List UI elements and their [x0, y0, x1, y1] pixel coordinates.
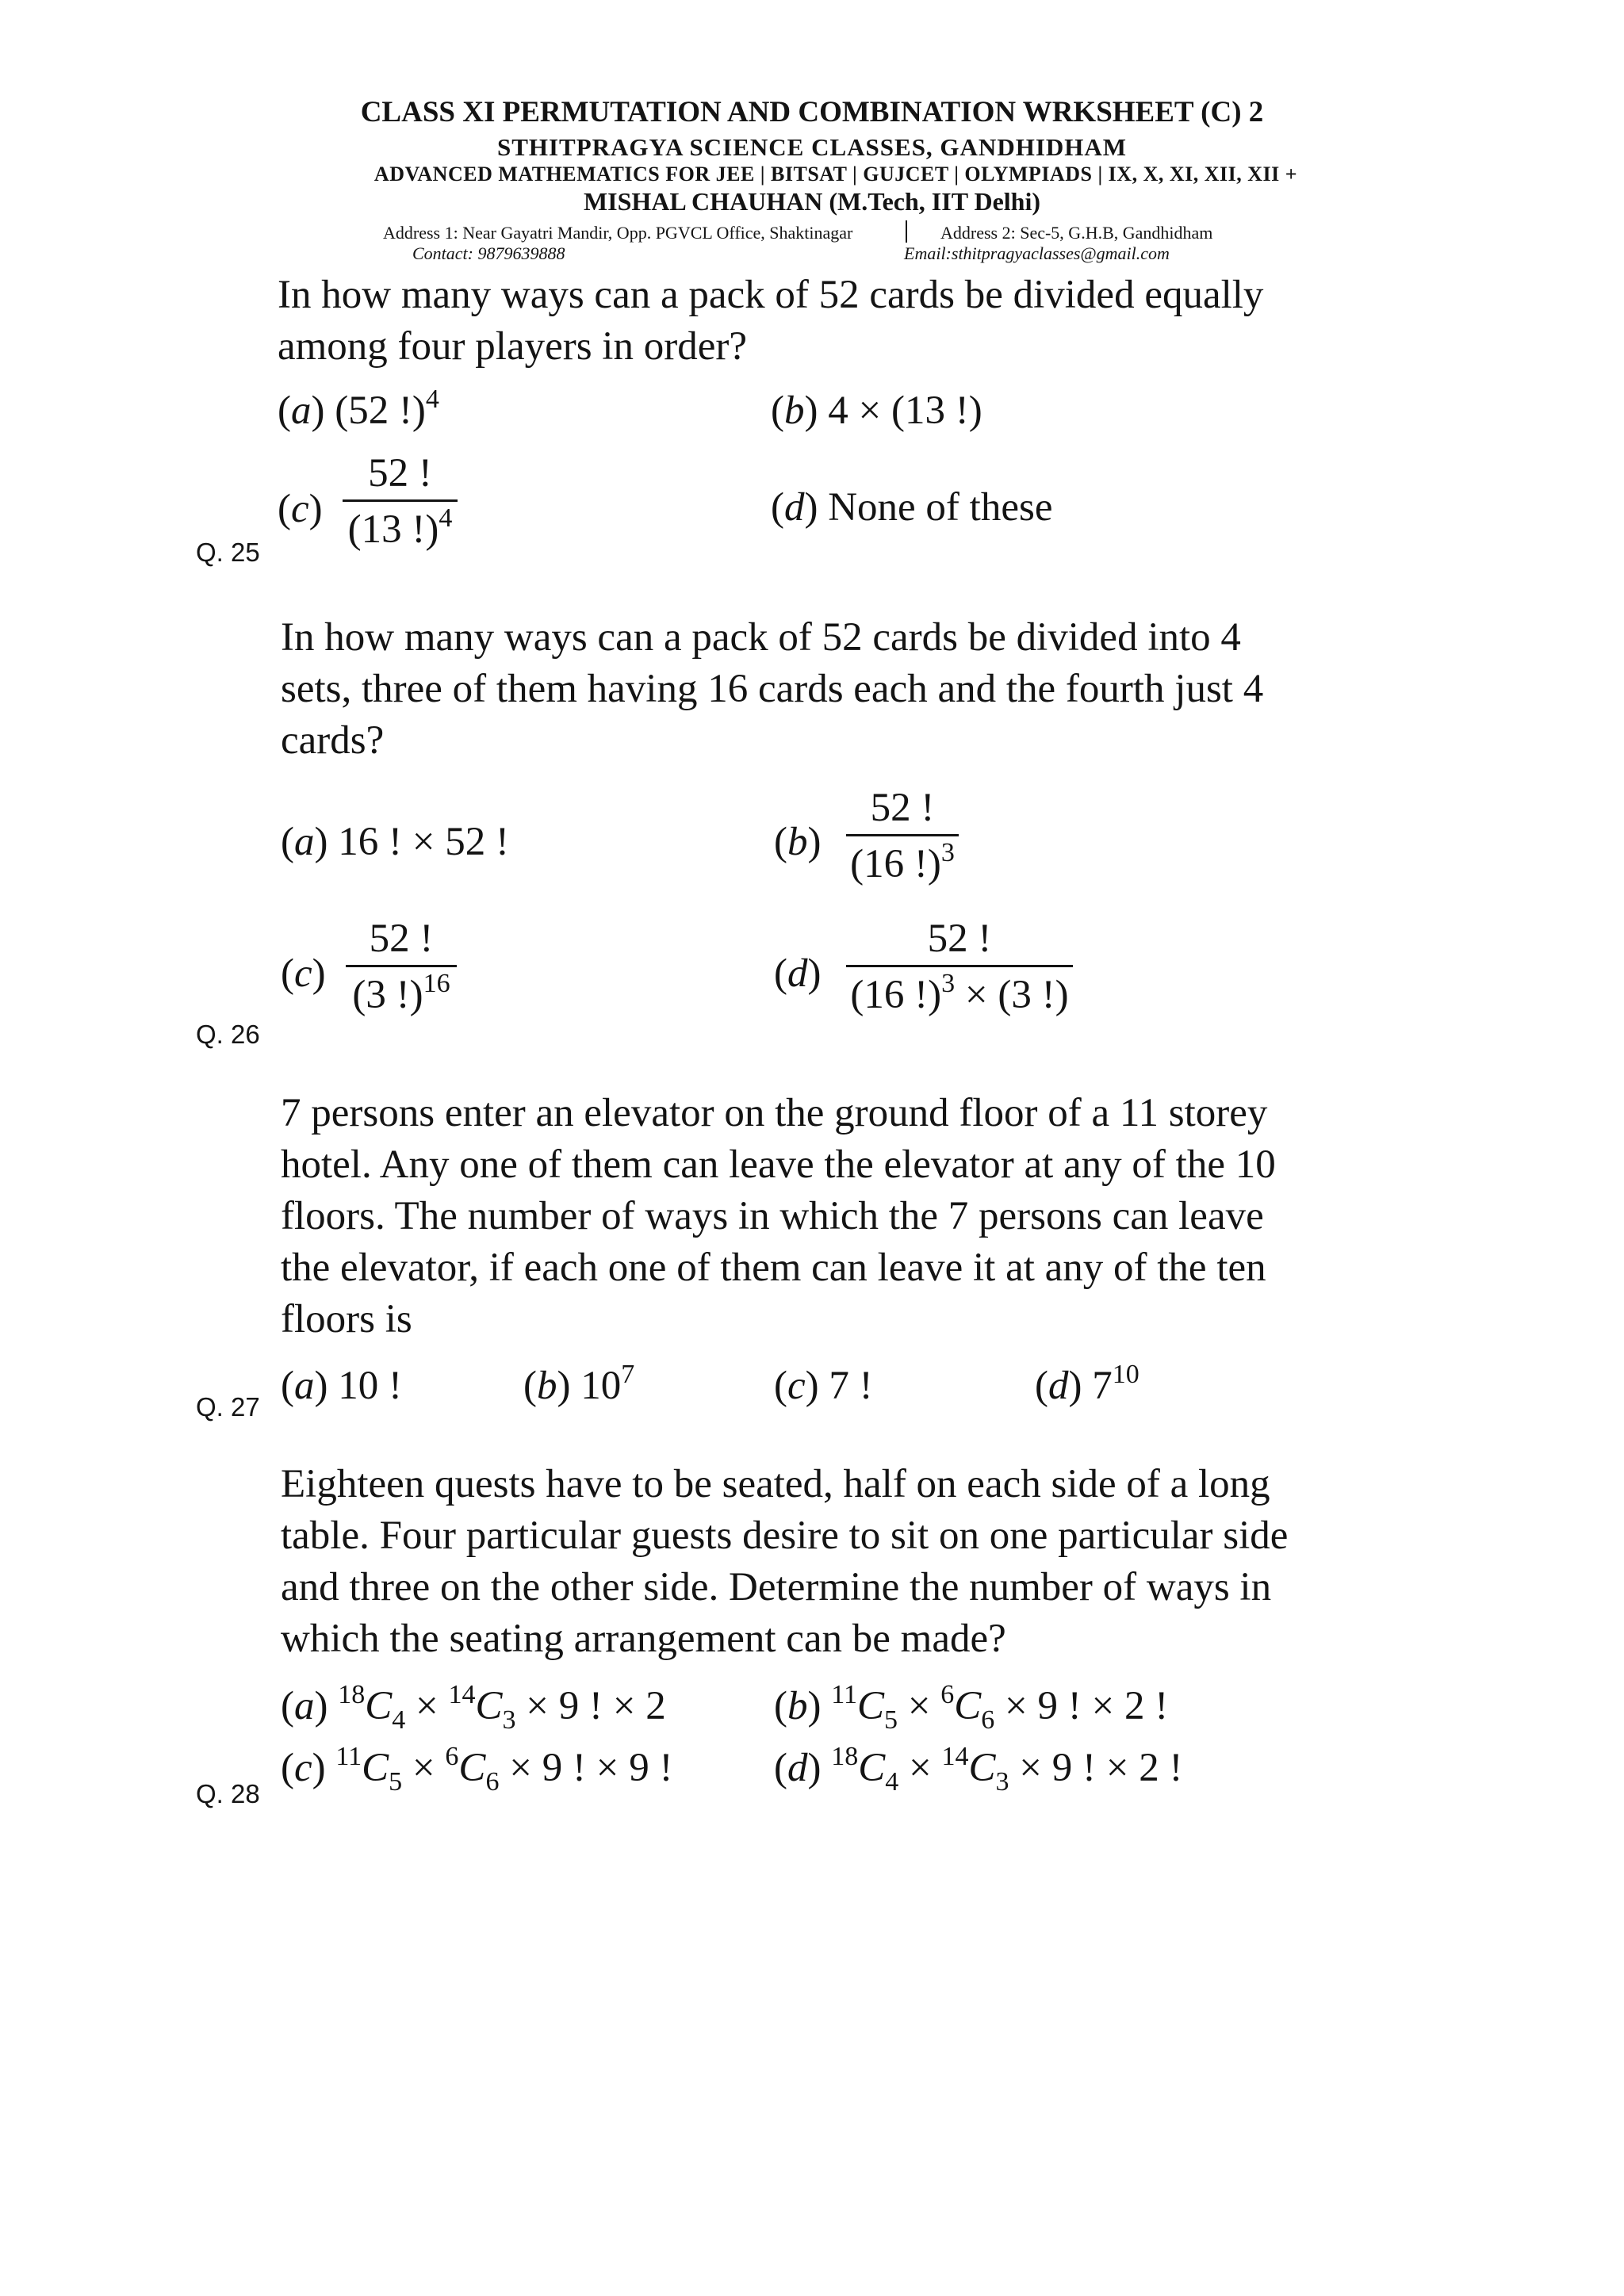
fraction-bar — [846, 965, 1073, 967]
option-c-label: (c) — [278, 487, 323, 531]
question-text: 7 persons enter an elevator on the ground floor of a 11 storey hotel. Any one of them can leave the elevator at any of the 10 floors. The number of ways in which the 7 persons can leave the elevator, if each one of them can leave it at any of the ten floors is — [281, 1091, 1276, 1341]
question-text: In how many ways can a pack of 52 cards be divided into 4 sets, three of them having 16 cards each and the fourth just 4 cards? — [281, 615, 1264, 763]
question-text: Eighteen quests have to be seated, half on each side of a long table. Four particular guests desire to sit on one particular side and three on the other side. Determine the number of ways in which the seating arrangement can be made? — [281, 1462, 1289, 1661]
option-expr: 4 × (13 !) — [828, 388, 982, 433]
combination-c: C — [954, 1684, 982, 1728]
fraction-denominator — [346, 969, 457, 1023]
option-label: (a) — [281, 820, 328, 864]
address-2: Address 2: Sec-5, G.H.B, Gandhidham — [940, 223, 1213, 243]
option-label: (b) — [774, 1684, 822, 1728]
question-text: In how many ways can a pack of 52 cards be divided equally among four players in order? — [278, 273, 1264, 369]
combination-c: C — [968, 1746, 996, 1790]
combination-c: C — [458, 1746, 486, 1790]
option-label: (d) — [774, 1746, 822, 1790]
option-exponent: 7 — [621, 1360, 635, 1389]
denominator-exponent: 3 — [941, 969, 956, 998]
combination-n: 6 — [445, 1742, 459, 1771]
option-exponent: 4 — [425, 385, 439, 414]
combination-n: 14 — [448, 1680, 476, 1709]
option-d — [1035, 1362, 1139, 1414]
combination-c: C — [365, 1684, 393, 1728]
option-tail: × 9 ! × 2 ! — [994, 1684, 1169, 1728]
option-b — [771, 387, 982, 434]
combination-r: 6 — [485, 1767, 500, 1797]
combination-r: 4 — [885, 1767, 899, 1797]
option-tail: × 9 ! × 9 ! — [499, 1746, 673, 1790]
denominator-base: (3 !) — [352, 973, 423, 1017]
option-expr: None of these — [828, 485, 1053, 530]
option-a — [281, 818, 509, 866]
option-expr: (52 !) — [335, 388, 426, 433]
option-c-label: (c) — [281, 951, 326, 996]
combination-r: 3 — [995, 1767, 1009, 1797]
denominator-base: (16 !) — [850, 973, 942, 1017]
option-a: (a) $^{18}C_4 \times ^{14}C_3 \times 9$ ! × 2 — [281, 1680, 666, 1735]
fraction-numerator: 52 ! — [368, 451, 432, 496]
option-c-fraction — [343, 450, 458, 557]
option-expr: 16 ! × 52 ! — [338, 820, 509, 864]
option-label: (d) — [771, 485, 818, 530]
option-b-label: (b) — [774, 820, 822, 864]
option-c — [774, 1362, 873, 1410]
option-a — [278, 387, 439, 439]
address-1: Address 1: Near Gayatri Mandir, Opp. PGVCL Office, Shaktinagar — [383, 223, 853, 243]
combination-c: C — [362, 1746, 389, 1790]
option-d-fraction — [846, 916, 1073, 1023]
combination-n: 11 — [335, 1742, 362, 1771]
option-d — [771, 484, 1052, 531]
fraction-bar — [846, 834, 959, 836]
option-b-fraction — [846, 785, 959, 892]
denominator-exponent: 3 — [940, 838, 955, 867]
denominator-rest: × (3 !) — [955, 973, 1069, 1017]
option-tail: × 9 ! × 2 — [515, 1684, 666, 1728]
fraction-numerator: 52 ! — [369, 916, 434, 961]
tagline: ADVANCED MATHEMATICS FOR JEE | BITSAT | GUJCET | OLYMPIADS | IX, X, XI, XII, XII + — [373, 163, 1298, 186]
option-label: (a) — [281, 1364, 328, 1408]
combination-r: 5 — [884, 1705, 898, 1735]
address-divider — [906, 220, 907, 243]
denominator-base: (16 !) — [850, 842, 941, 886]
option-b: (b) $^{11}C_5 \times ^6C_6 \times 9$ ! × 2 ! — [774, 1680, 1169, 1735]
question-number: Q. 26 — [196, 1020, 260, 1049]
fraction-denominator — [846, 969, 1073, 1023]
option-a — [281, 1362, 402, 1410]
option-c: (c) $^{11}C_5 \times ^6C_6 \times 9$ ! × 9 ! — [281, 1742, 673, 1797]
question-number: Q. 28 — [196, 1779, 260, 1808]
option-expr: 7 ! — [829, 1364, 873, 1408]
combination-c: C — [858, 1746, 886, 1790]
combination-n: 14 — [941, 1742, 969, 1771]
combination-n: 18 — [831, 1742, 859, 1771]
fraction-denominator — [343, 503, 458, 557]
combination-r: 4 — [392, 1705, 406, 1735]
fraction-numerator: 52 ! — [870, 786, 935, 830]
combination-r: 6 — [981, 1705, 995, 1735]
combination-c: C — [475, 1684, 503, 1728]
option-label: (b) — [523, 1364, 571, 1408]
option-d-label: (d) — [774, 951, 822, 996]
option-label: (d) — [1035, 1364, 1082, 1408]
option-expr: 7 — [1092, 1364, 1113, 1408]
option-c-fraction — [346, 916, 457, 1023]
option-expr: 10 ! — [338, 1364, 402, 1408]
option-b — [523, 1362, 634, 1414]
fraction-bar — [346, 965, 457, 967]
question-number: Q. 27 — [196, 1392, 260, 1422]
option-label: (b) — [771, 388, 818, 433]
denominator-exponent: 4 — [439, 503, 453, 533]
contact-email: Email:sthitpragyaclasses@gmail.com — [904, 243, 1170, 263]
option-exponent: 10 — [1112, 1360, 1139, 1389]
option-d: (d) $^{18}C_4 \times ^{14}C_3 \times 9$ ! × 2 ! — [774, 1742, 1183, 1797]
fraction-denominator — [846, 838, 959, 892]
combination-r: 3 — [502, 1705, 516, 1735]
teacher-name: MISHAL CHAUHAN (M.Tech, IIT Delhi) — [583, 187, 1041, 216]
denominator-exponent: 16 — [423, 969, 450, 998]
option-label: (c) — [281, 1746, 326, 1790]
combination-n: 18 — [338, 1680, 366, 1709]
fraction-bar — [343, 499, 458, 502]
contact-phone: Contact: 9879639888 — [412, 243, 565, 263]
combination-r: 5 — [389, 1767, 403, 1797]
combination-n: 6 — [940, 1680, 955, 1709]
fraction-numerator: 52 ! — [927, 916, 992, 961]
option-expr: 10 — [580, 1364, 622, 1408]
option-label: (c) — [774, 1364, 819, 1408]
option-label: (a) — [281, 1684, 328, 1728]
institute-name: STHITPRAGYA SCIENCE CLASSES, GANDHIDHAM — [496, 133, 1128, 161]
question-number: Q. 25 — [196, 538, 260, 567]
denominator-base: (13 !) — [347, 507, 439, 552]
combination-n: 11 — [831, 1680, 857, 1709]
option-label: (a) — [278, 388, 325, 433]
worksheet-title: CLASS XI PERMUTATION AND COMBINATION WRKSHEET (C) 2 — [360, 96, 1264, 128]
combination-c: C — [856, 1684, 884, 1728]
option-tail: × 9 ! × 2 ! — [1009, 1746, 1183, 1790]
